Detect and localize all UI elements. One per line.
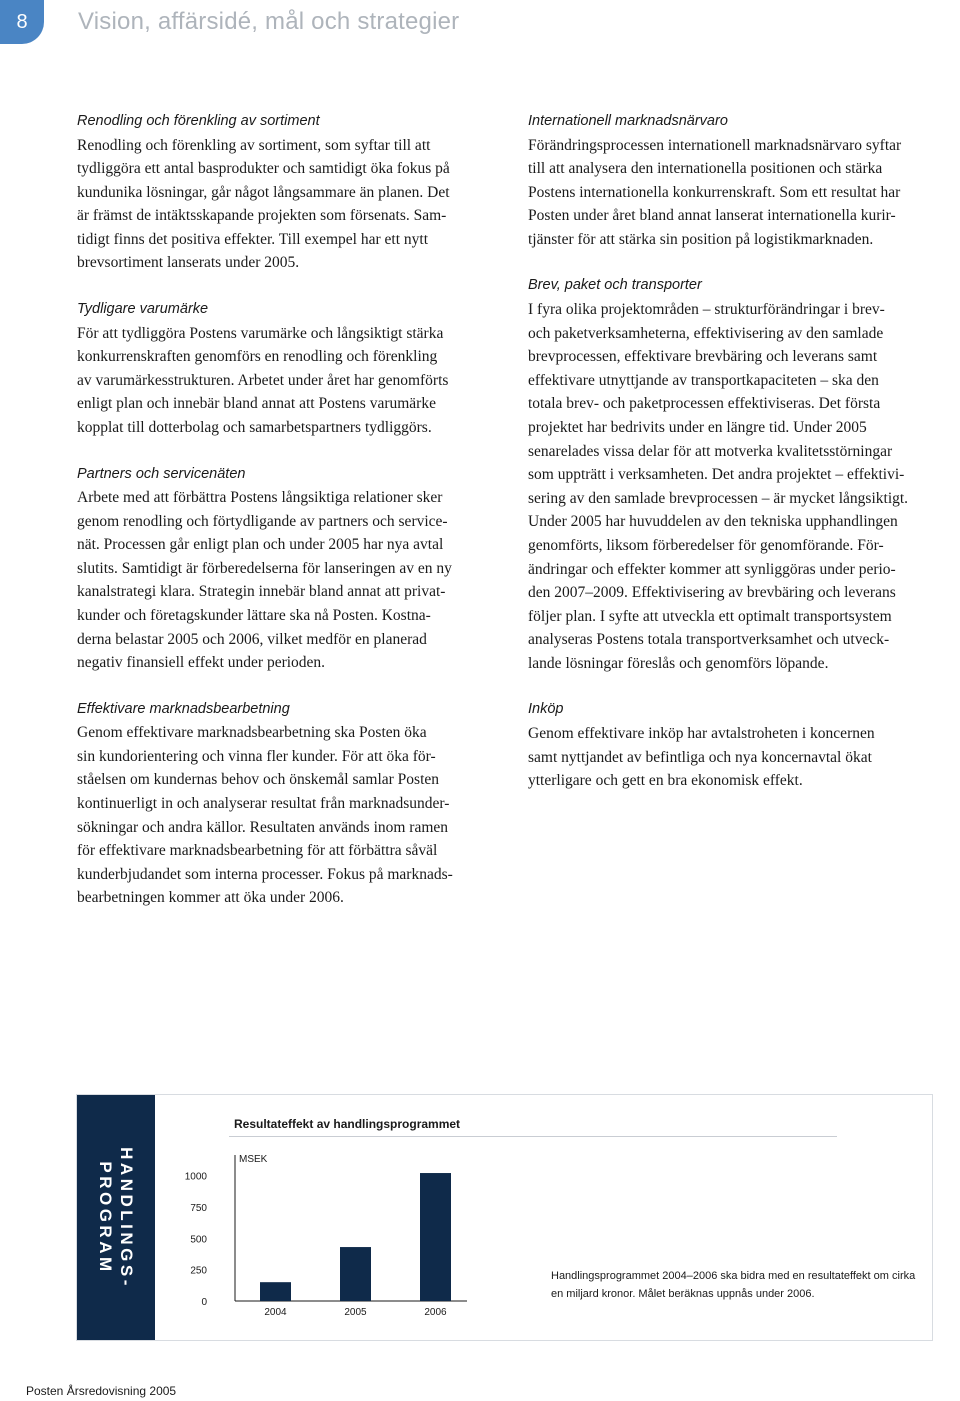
y-tick-label: 0 (201, 1297, 207, 1308)
section-heading: Brev, paket och transporter (528, 277, 702, 294)
y-tick-label: 750 (190, 1202, 207, 1214)
section-marknadsbearbetning (77, 698, 507, 910)
chart-divider (229, 1136, 837, 1137)
chart-title: Resultateffekt av handlingsprogrammet (234, 1117, 461, 1131)
bar-chart (177, 1150, 477, 1325)
section-partners (77, 463, 507, 675)
x-tick-label: 2004 (264, 1307, 287, 1318)
bar-2006 (420, 1173, 451, 1301)
section-heading: Internationell marknadsnärvaro (528, 113, 728, 129)
section-body: I fyra olika projektområden – strukturförändringar i brev- och paketverksamheterna, effektivisering av den samlade brevprocessen, effektivare brevbäring och leverans samt effektivare utnyttjande av transportkapaciteten – ska den totala brev- och paketprocessen effektiviseras. Det första projektet har bedrivits under en längre tid. Under 2005 senarelades vissa delar för att motverka kvalitetsstörningar som uppträtt i verksamheten. Det andra projektet – effektivi- sering av den samlade brevprocessen – är mycket långsiktigt. Under 2005 har huvuddelen av den tekniska upphandlingen genomförts, liksom förberedelser för genomförande. För- ändringar och effekter kommer att synliggöras under perio- den 2007–2009. Effektivisering av brevbäring och leverans följer plan. I syfte att utveckla ett optimalt transportsystem analyseras Postens totala transportverksamhet och utveck- lande lösningar föreslås och genomförs löpande. (528, 300, 909, 672)
unit-label: MSEK (239, 1154, 268, 1165)
section-body: Förändringsprocessen internationell marknadsnärvaro syftar till att analysera den internationella positionen och stärka Postens internationella konkurrenskraft. Som ett resultat har Posten under året bland annat lanserat internationella kurir- tjänster för att stärka sin position på logistikmarknaden. (528, 136, 902, 248)
left-column (77, 110, 507, 933)
y-tick-label: 500 (190, 1234, 207, 1246)
section-heading: Inköp (528, 701, 564, 718)
section-body: Renodling och förenkling av sortiment, som syftar till att tydliggöra ett antal basprodukter och samtidigt öka fokus på kundunika lösningar, går något långsammare än planen. Det är främst de intäktsskapande projekten som försenats. Sam- tidigt finns det positiva effekter. Till exempel har ett nytt brevsortiment lanserats under 2005. (77, 136, 450, 272)
x-tick-label: 2005 (344, 1307, 367, 1318)
section-heading: Tydligare varumärke (77, 301, 209, 318)
chart-side-banner (77, 1095, 155, 1340)
page-number-badge: 8 (0, 0, 44, 44)
section-varumarke (77, 298, 507, 439)
section-heading: Partners och servicenäten (77, 465, 246, 482)
side-label: HANDLINGS- PROGRAM (96, 1147, 136, 1289)
section-inkop (528, 698, 958, 792)
bar-2005 (340, 1247, 371, 1301)
right-column (528, 110, 958, 816)
y-tick-label: 250 (190, 1265, 207, 1277)
section-heading: Renodling och förenkling av sortiment (77, 113, 320, 129)
section-body: Genom effektivare inköp har avtalstroheten i koncernen samt nyttjandet av befintliga och nya koncernavtal ökat ytterligare och gett en bra ekonomisk effekt. (528, 724, 875, 790)
chart-panel (76, 1094, 933, 1341)
chart-caption: Handlingsprogrammet 2004–2006 ska bidra med en resultateffekt om cirka en miljard kronor. Målet beräknas uppnås under 2006. (551, 1270, 916, 1300)
section-body: Arbete med att förbättra Postens långsiktiga relationer sker genom renodling och förtydligande av partners och service- nät. Processen går enligt plan och under 2005 har nya avtal slutits. Samtidigt är förberedelserna för lanseringen av en ny kanalstrategi klara. Strategin innebär bland annat att privat- kunder och företagskunder lättare ska nå Posten. Kostna- derna belastar 2005 och 2006, vilket medför en planerad negativ finansiell effekt under perioden. (77, 489, 452, 672)
y-tick-label: 1000 (184, 1171, 207, 1183)
bar-2004 (260, 1282, 291, 1301)
section-brev-paket (528, 274, 958, 675)
footer-text: Posten Årsredovisning 2005 (26, 1384, 177, 1398)
section-internationell (528, 110, 958, 251)
section-sortiment (77, 110, 507, 275)
x-tick-label: 2006 (424, 1307, 447, 1318)
section-body: För att tydliggöra Postens varumärke och långsiktigt stärka konkurrenskraften genomförs en renodling och förenkling av varumärkesstrukturen. Arbetet under året har genomförts enligt plan och innebär bland annat att Postens varumärke kopplat till dotterbolag och samarbetspartners tydliggörs. (77, 324, 449, 436)
page-title: Vision, affärsidé, mål och strategier (78, 8, 460, 35)
section-heading: Effektivare marknadsbearbetning (77, 700, 290, 717)
section-body: Genom effektivare marknadsbearbetning ska Posten öka sin kundorientering och vinna fler kunder. För att öka för- ståelsen om kundernas behov och önskemål samlar Posten kontinuerligt in och analyserar resultat från marknadsunder- sökningar och andra källor. Resultaten används inom ramen för effektivare marknadsbearbetning för att förbättra såväl kunderbjudandet som interna processer. Fokus på marknads- bearbetningen kommer att öka under 2006. (77, 724, 453, 907)
